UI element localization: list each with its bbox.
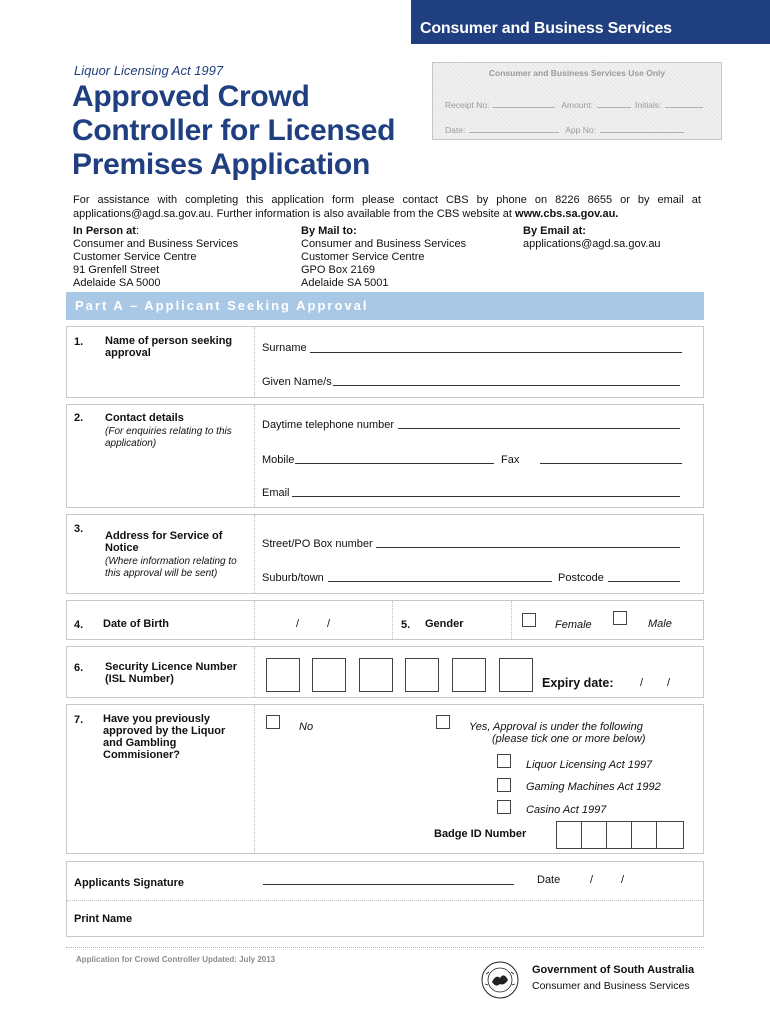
surname-field[interactable] — [310, 352, 682, 353]
app-no-line — [600, 124, 684, 133]
sign-date-label: Date — [537, 874, 561, 886]
given-names-field[interactable] — [333, 385, 680, 386]
q4-number: 4. — [74, 619, 84, 631]
suburb-label: Suburb/town — [262, 572, 324, 584]
contact-mail — [301, 225, 466, 290]
part-a-header: Part A – Applicant Seeking Approval — [66, 292, 704, 320]
fax-field[interactable] — [540, 463, 682, 464]
isl-digit-box[interactable] — [452, 658, 486, 692]
act-name: Liquor Licensing Act 1997 — [74, 63, 224, 78]
badge-id-cell[interactable] — [631, 821, 657, 849]
divider — [254, 705, 255, 853]
office-row-2 — [445, 124, 688, 135]
q2-label: Contact details — [105, 412, 184, 424]
male-checkbox[interactable] — [613, 611, 627, 625]
receipt-line — [493, 99, 555, 108]
surname-label: Surname — [262, 342, 307, 354]
option-label: Casino Act 1997 — [526, 804, 607, 816]
agency-header-bar: Consumer and Business Services — [411, 0, 770, 44]
q6-label: Security Licence Number (ISL Number) — [105, 661, 238, 685]
yes-label: Yes, Approval is under the following (please tick one or more below) — [469, 721, 646, 745]
expiry-slash: / — [640, 677, 644, 689]
q3-number: 3. — [74, 523, 84, 535]
street-field[interactable] — [376, 547, 680, 548]
q3-label: Address for Service of Notice — [105, 530, 223, 554]
date-label: Date: — [445, 125, 466, 135]
isl-digit-box[interactable] — [405, 658, 439, 692]
email-address[interactable]: applications@agd.sa.gov.au — [523, 238, 661, 250]
divider — [392, 601, 393, 639]
yes-checkbox[interactable] — [436, 715, 450, 729]
q2-number: 2. — [74, 412, 84, 424]
q5-number: 5. — [401, 619, 411, 631]
intro-paragraph: For assistance with completing this application form please contact CBS by phone on 8226 8655 or by email at applications@agd.sa.gov.au. Further information is also available from the CBS website at www.cbs.sa.gov.au. — [73, 194, 701, 220]
badge-id-cell[interactable] — [581, 821, 607, 849]
dob-slash: / — [327, 618, 331, 630]
address-line: Consumer and Business Services — [301, 238, 467, 250]
gender-label: Gender — [425, 618, 464, 630]
footer-rule — [66, 947, 704, 948]
given-names-label: Given Name/s — [262, 376, 332, 388]
female-label: Female — [555, 619, 592, 631]
contact-email — [523, 225, 661, 251]
address-line: 91 Grenfell Street — [73, 264, 160, 276]
contact-in-person — [73, 225, 238, 290]
liquor-act-checkbox[interactable] — [497, 754, 511, 768]
isl-digit-box[interactable] — [266, 658, 300, 692]
daytime-phone-field[interactable] — [398, 428, 680, 429]
app-no-label: App No: — [565, 125, 596, 135]
divider — [254, 647, 255, 697]
divider — [254, 327, 255, 397]
address-line: Customer Service Centre — [73, 251, 197, 263]
q7-label: Have you previously approved by the Liquor and Gambling Commisioner? — [103, 713, 226, 761]
mobile-label: Mobile — [262, 454, 295, 466]
divider — [254, 515, 255, 593]
daytime-phone-label: Daytime telephone number — [262, 419, 395, 431]
amount-line — [597, 99, 631, 108]
title-line: Approved Crowd — [72, 80, 310, 113]
footer-doc-info: Application for Crowd Controller Updated: July 2013 — [76, 955, 276, 964]
street-label: Street/PO Box number — [262, 538, 373, 550]
dob-slash: / — [296, 618, 300, 630]
divider — [67, 900, 703, 901]
initials-line — [665, 99, 703, 108]
gaming-act-checkbox[interactable] — [497, 778, 511, 792]
isl-digit-box[interactable] — [312, 658, 346, 692]
sa-government-crest-icon — [480, 960, 520, 1000]
badge-id-label: Badge ID Number — [434, 828, 527, 840]
casino-act-checkbox[interactable] — [497, 800, 511, 814]
signature-box — [66, 861, 704, 937]
signature-label: Applicants Signature — [74, 877, 185, 889]
office-row-1 — [445, 99, 707, 110]
divider — [254, 405, 255, 507]
option-label: Gaming Machines Act 1992 — [526, 781, 661, 793]
male-label: Male — [648, 618, 672, 630]
address-line: GPO Box 2169 — [301, 264, 375, 276]
email-heading: By Email at: — [523, 225, 586, 237]
q7-number: 7. — [74, 714, 84, 726]
address-line: Adelaide SA 5001 — [301, 277, 389, 289]
postcode-label: Postcode — [558, 572, 604, 584]
website-link[interactable]: www.cbs.sa.gov.au. — [515, 208, 619, 220]
expiry-slash: / — [667, 677, 671, 689]
q1-number: 1. — [74, 336, 84, 348]
address-line: Adelaide SA 5000 — [73, 277, 161, 289]
print-name-label: Print Name — [74, 913, 133, 925]
dob-label: Date of Birth — [103, 618, 169, 630]
office-use-title: Consumer and Business Services Use Only — [488, 68, 666, 78]
sign-date-slash: / — [621, 874, 625, 886]
title-line: Controller for Licensed — [72, 114, 396, 147]
receipt-label: Receipt No: — [445, 100, 490, 110]
q6-number: 6. — [74, 662, 84, 674]
q1-label: Name of person seeking approval — [105, 335, 233, 359]
department-name: Consumer and Business Services — [532, 980, 690, 992]
fax-label: Fax — [501, 454, 520, 466]
badge-id-cell[interactable] — [656, 821, 684, 849]
badge-id-cell[interactable] — [606, 821, 632, 849]
mail-heading: By Mail to: — [301, 225, 357, 237]
signature-field[interactable] — [263, 884, 514, 885]
badge-id-cell[interactable] — [556, 821, 582, 849]
sign-date-slash: / — [590, 874, 594, 886]
divider — [511, 601, 512, 639]
page-title — [72, 80, 432, 182]
email-label: Email — [262, 487, 290, 499]
amount-label: Amount: — [561, 100, 593, 110]
date-line — [469, 124, 559, 133]
address-line: Consumer and Business Services — [73, 238, 239, 250]
office-use-box — [432, 62, 722, 140]
in-person-heading: In Person at: — [73, 225, 140, 237]
mobile-field[interactable] — [295, 463, 494, 464]
initials-label: Initials: — [634, 100, 662, 110]
isl-digit-box[interactable] — [359, 658, 393, 692]
suburb-field[interactable] — [328, 581, 552, 582]
expiry-label: Expiry date: — [542, 676, 614, 690]
no-checkbox[interactable] — [266, 715, 280, 729]
q2-note: (For enquiries relating to this application) — [105, 426, 232, 449]
no-label: No — [299, 721, 314, 733]
female-checkbox[interactable] — [522, 613, 536, 627]
postcode-field[interactable] — [608, 581, 680, 582]
q3-note: (Where information relating to this approval will be sent) — [105, 556, 237, 579]
address-line: Customer Service Centre — [301, 251, 425, 263]
email-field[interactable] — [292, 496, 680, 497]
q3-box — [66, 514, 704, 594]
government-name: Government of South Australia — [532, 964, 695, 976]
isl-digit-box[interactable] — [499, 658, 533, 692]
divider — [254, 601, 255, 639]
option-label: Liquor Licensing Act 1997 — [526, 759, 653, 771]
title-line: Premises Application — [72, 148, 370, 181]
